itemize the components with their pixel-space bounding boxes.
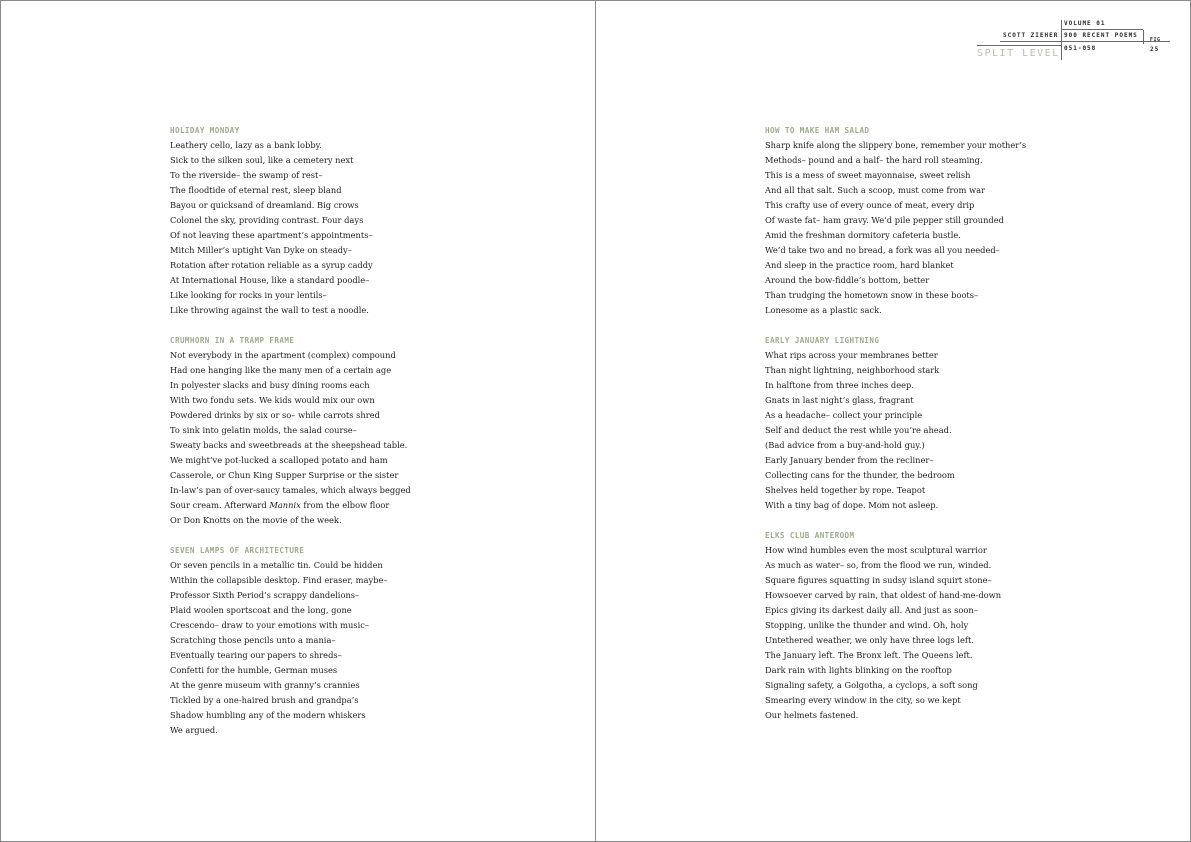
poem-line: Colonel the sky, providing contrast. Four days <box>170 215 364 225</box>
series-title: SPLIT LEVEL <box>977 48 1060 59</box>
poem-line: Of waste fat– ham gravy. We’d pile pepper still grounded <box>765 215 1004 225</box>
poem-line: Around the bow-fiddle’s bottom, better <box>765 275 930 285</box>
poem-line: Or Don Knotts on the movie of the week. <box>170 515 342 525</box>
italic-title: Mannix <box>269 500 301 510</box>
poem-title: CRUMHORN IN A TRAMP FRAME <box>170 336 295 345</box>
poem-line: Shelves held together by rope. Teapot <box>765 485 926 495</box>
poem-line: Like throwing against the wall to test a noodle. <box>170 305 369 315</box>
poem-line: As a headache– collect your principle <box>765 410 923 420</box>
poem-line: How wind humbles even the most sculptural warrior <box>765 545 987 555</box>
poem-line: Gnats in last night’s glass, fragrant <box>765 395 914 405</box>
header-rule <box>1061 20 1062 60</box>
poem <box>170 333 500 528</box>
poem-title: ELKS CLUB ANTEROOM <box>765 531 855 540</box>
poem-line: In halftone from three inches deep. <box>765 380 915 390</box>
poem <box>765 528 1095 723</box>
poem-line: As much as water– so, from the flood we run, winded. <box>765 560 992 570</box>
poem-line: Leathery cello, lazy as a bank lobby. <box>170 140 322 150</box>
poem-line: Of not leaving these apartment’s appointments– <box>170 230 373 240</box>
poem-line: Eventually tearing our papers to shreds– <box>170 650 342 660</box>
poem-line: With a tiny bag of dope. Mom not asleep. <box>765 500 939 510</box>
poem-line: Than night lightning, neighborhood stark <box>765 365 940 375</box>
poem-line: In-law’s pan of over-saucy tamales, which always begged <box>170 485 411 495</box>
poem-line: Stopping, unlike the thunder and wind. Oh, holy <box>765 620 969 630</box>
poem-line: Lonesome as a plastic sack. <box>765 305 882 315</box>
volume-label: VOLUME 01 <box>1064 20 1106 27</box>
collection-title: 900 RECENT POEMS <box>1064 32 1138 39</box>
poem-line: Mitch Miller’s uptight Van Dyke on steady– <box>170 245 352 255</box>
poem-line: Square figures squatting in sudsy island squirt stone– <box>765 575 992 585</box>
poem-line: Smearing every window in the city, so we kept <box>765 695 961 705</box>
running-header <box>977 20 1177 60</box>
poem-line: Or seven pencils in a metallic tin. Could be hidden <box>170 560 383 570</box>
poem-line: Sharp knife along the slippery bone, remember your mother’s <box>765 140 1027 150</box>
poem-line: Epics giving its darkest daily all. And just as soon– <box>765 605 978 615</box>
poem-line: This crafty use of every ounce of meat, every drip <box>765 200 975 210</box>
poem-line: Methods– pound and a half– the hard roll steaming. <box>765 155 983 165</box>
poem-line: To sink into gelatin molds, the salad course– <box>170 425 357 435</box>
poem <box>765 123 1095 318</box>
poem-line: We’d take two and no bread, a fork was all you needed– <box>765 245 1000 255</box>
poem-line: Self and deduct the rest while you’re ahead. <box>765 425 952 435</box>
poem-title: HOLIDAY MONDAY <box>170 126 240 135</box>
poem-line: Powdered drinks by six or so– while carrots shred <box>170 410 380 420</box>
fig-label: FIG <box>1150 37 1161 43</box>
poem-line: Dark rain with lights blinking on the rooftop <box>765 665 952 675</box>
poem-line: Not everybody in the apartment (complex) compound <box>170 350 396 360</box>
poem-line: Signaling safety, a Golgotha, a cyclops, a soft song <box>765 680 978 690</box>
poem-line: Crescendo– draw to your emotions with music– <box>170 620 370 630</box>
poem-line: This is a mess of sweet mayonnaise, sweet relish <box>765 170 971 180</box>
poem-line: Within the collapsible desktop. Find eraser, maybe– <box>170 575 388 585</box>
header-rule <box>1062 29 1143 30</box>
poem-line: Scratching those pencils unto a mania– <box>170 635 336 645</box>
left-column <box>170 123 500 753</box>
poem-line <box>170 498 500 513</box>
poem-title: SEVEN LAMPS OF ARCHITECTURE <box>170 546 305 555</box>
page-number: 25 <box>1150 46 1160 53</box>
poem-line: Rotation after rotation reliable as a syrup caddy <box>170 260 373 270</box>
poem-line: Had one hanging like the many men of a certain age <box>170 365 392 375</box>
poem-line: Casserole, or Chun King Supper Surprise or the sister <box>170 470 399 480</box>
line-text: Sour cream. Afterward <box>170 500 270 510</box>
poem-line: Tickled by a one-haired brush and grandpa’s <box>170 695 359 705</box>
author-name: SCOTT ZIEHER <box>1003 32 1059 39</box>
right-column <box>765 123 1095 738</box>
poem-line: Howsoever carved by rain, that oldest of hand-me-down <box>765 590 1002 600</box>
right-page <box>595 0 1191 842</box>
poem-title: HOW TO MAKE HAM SALAD <box>765 126 870 135</box>
poem-line: Like looking for rocks in your lentils– <box>170 290 327 300</box>
poem-line: And all that salt. Such a scoop, must come from war <box>765 185 986 195</box>
poem-line: In polyester slacks and busy dining rooms each <box>170 380 370 390</box>
poem-line: Sweaty backs and sweetbreads at the sheepshead table. <box>170 440 408 450</box>
poem-line: Shadow humbling any of the modern whiskers <box>170 710 366 720</box>
poem-line: Professor Sixth Period’s scrappy dandelions– <box>170 590 360 600</box>
line-text: from the elbow floor <box>300 500 390 510</box>
poem-line: (Bad advice from a buy-and-hold guy.) <box>765 440 925 450</box>
poem-line: Our helmets fastened. <box>765 710 859 720</box>
poem-line: With two fondu sets. We kids would mix our own <box>170 395 375 405</box>
poem-line: And sleep in the practice room, hard blanket <box>765 260 954 270</box>
poem-line: The January left. The Bronx left. The Queens left. <box>765 650 973 660</box>
header-rule <box>977 45 1061 46</box>
poem-line: We argued. <box>170 725 218 735</box>
poem-line: Confetti for the humble, German muses <box>170 665 338 675</box>
poem-range: 051-058 <box>1064 45 1097 52</box>
poem-line: Early January bender from the recliner– <box>765 455 934 465</box>
poem-line: At the genre museum with granny’s crannies <box>170 680 360 690</box>
poem-line: Bayou or quicksand of dreamland. Big crows <box>170 200 359 210</box>
header-rule <box>1000 41 1170 42</box>
poem-title: EARLY JANUARY LIGHTNING <box>765 336 880 345</box>
poem-line: Than trudging the hometown snow in these boots– <box>765 290 979 300</box>
poem-line: To the riverside– the swamp of rest– <box>170 170 323 180</box>
poem-line: Collecting cans for the thunder, the bedroom <box>765 470 955 480</box>
poem <box>765 333 1095 513</box>
poem <box>170 123 500 318</box>
poem-line: We might’ve pot-lucked a scalloped potato and ham <box>170 455 388 465</box>
poem-line: Amid the freshman dormitory cafeteria bustle. <box>765 230 961 240</box>
poem-line: Untethered weather, we only have three logs left. <box>765 635 974 645</box>
poem-line: What rips across your membranes better <box>765 350 938 360</box>
poem <box>170 543 500 738</box>
poem-line: Sick to the silken soul, like a cemetery next <box>170 155 354 165</box>
poem-line: The floodtide of eternal rest, sleep bland <box>170 185 342 195</box>
poem-line: At International House, like a standard poodle– <box>170 275 370 285</box>
poem-line: Plaid woolen sportscoat and the long, gone <box>170 605 352 615</box>
